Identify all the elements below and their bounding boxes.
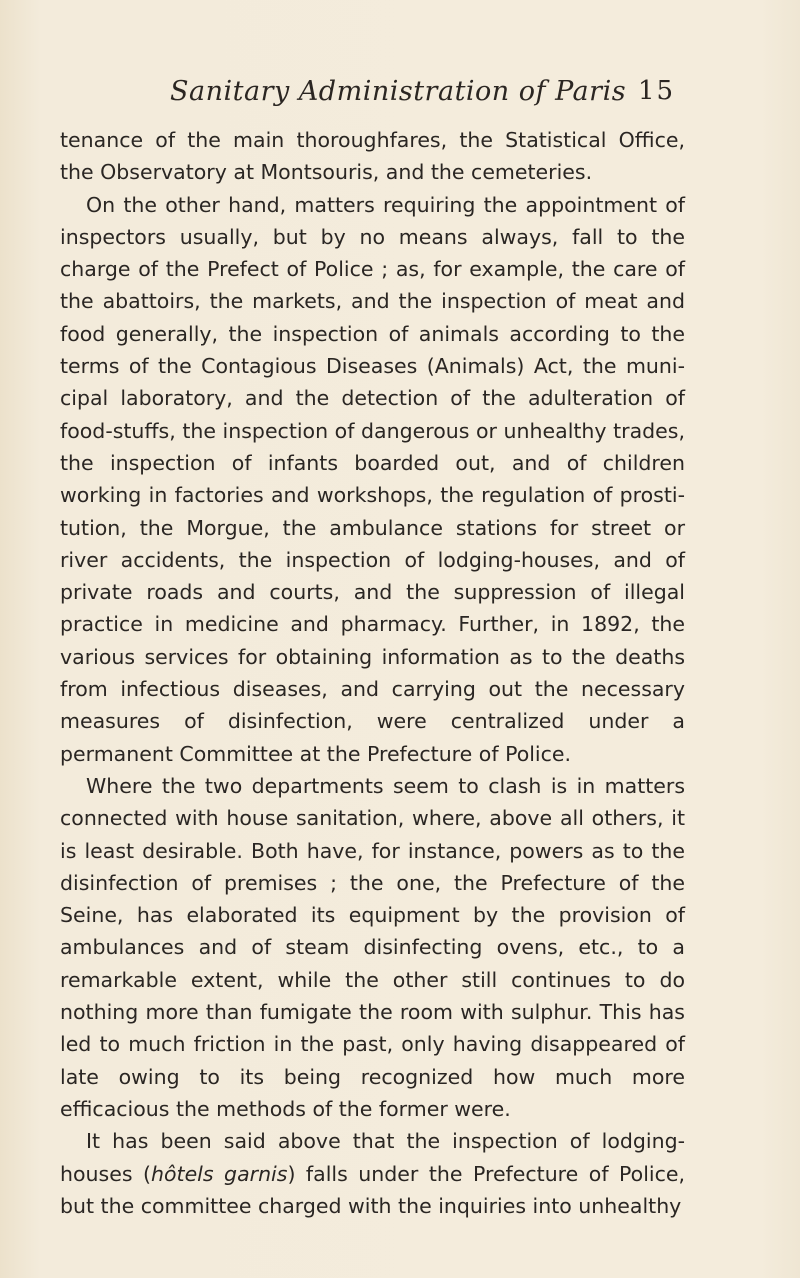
paragraph-prefect-duties: On the other hand, matters requiring the appointment of inspectors usually, but by no means always, fall to the charge of the Prefect of Police ; as, for example, the care of the abattoirs, the markets, and the inspection of meat and food generally, the inspection of animals according to the terms of the Contagious Diseases (Animals) Act, the muni-cipal laboratory, and the detection of the adulteration of food-stuffs, the inspection of dangerous or unhealthy trades, the inspection of infants boarded out, and of children working in factories and workshops, the regulation of prosti-tution, the Morgue, the ambulance stations for street or river accidents, the inspection of lodging-houses, and of private roads and courts, and the suppression of illegal practice in medicine and pharmacy. Further, in 1892, the various services for obtaining information as to the deaths from infectious diseases, and carrying out the necessary measures of disinfection, were centralized under a permanent Committee at the Prefecture of Police. [60, 192, 685, 766]
body-text [60, 124, 685, 1222]
page-number: 15 [638, 76, 676, 106]
lodging-text-start: It has been said above that the inspection of lodging-houses ( [60, 1129, 685, 1186]
lodging-text-end: ) falls under the Prefecture of Police, but the committee charged with the inquiries into unhealthy [60, 1161, 685, 1218]
running-title: Sanitary Administration of Paris [170, 76, 627, 107]
lodging-italic-term: hôtels garnis [151, 1161, 288, 1186]
paragraph-continuation: tenance of the main thoroughfares, the Statistical Office, the Observatory at Montsouris, and the cemeteries. [60, 128, 685, 185]
paragraph-departments-clash: Where the two departments seem to clash is in matters connected with house sanitation, where, above all others, it is least desirable. Both have, for instance, powers as to the disinfection of premises ; the one, the Prefecture of the Seine, has elaborated its equipment by the provision of ambulances and of steam disinfecting ovens, etc., to a remarkable extent, while the other still continues to do nothing more than fumigate the room with sulphur. This has led to much friction in the past, only having disappeared of late owing to its being recognized how much more efficacious the methods of the former were. [60, 773, 685, 1121]
page-header [0, 76, 800, 116]
paragraph-lodging-houses [60, 1125, 685, 1222]
